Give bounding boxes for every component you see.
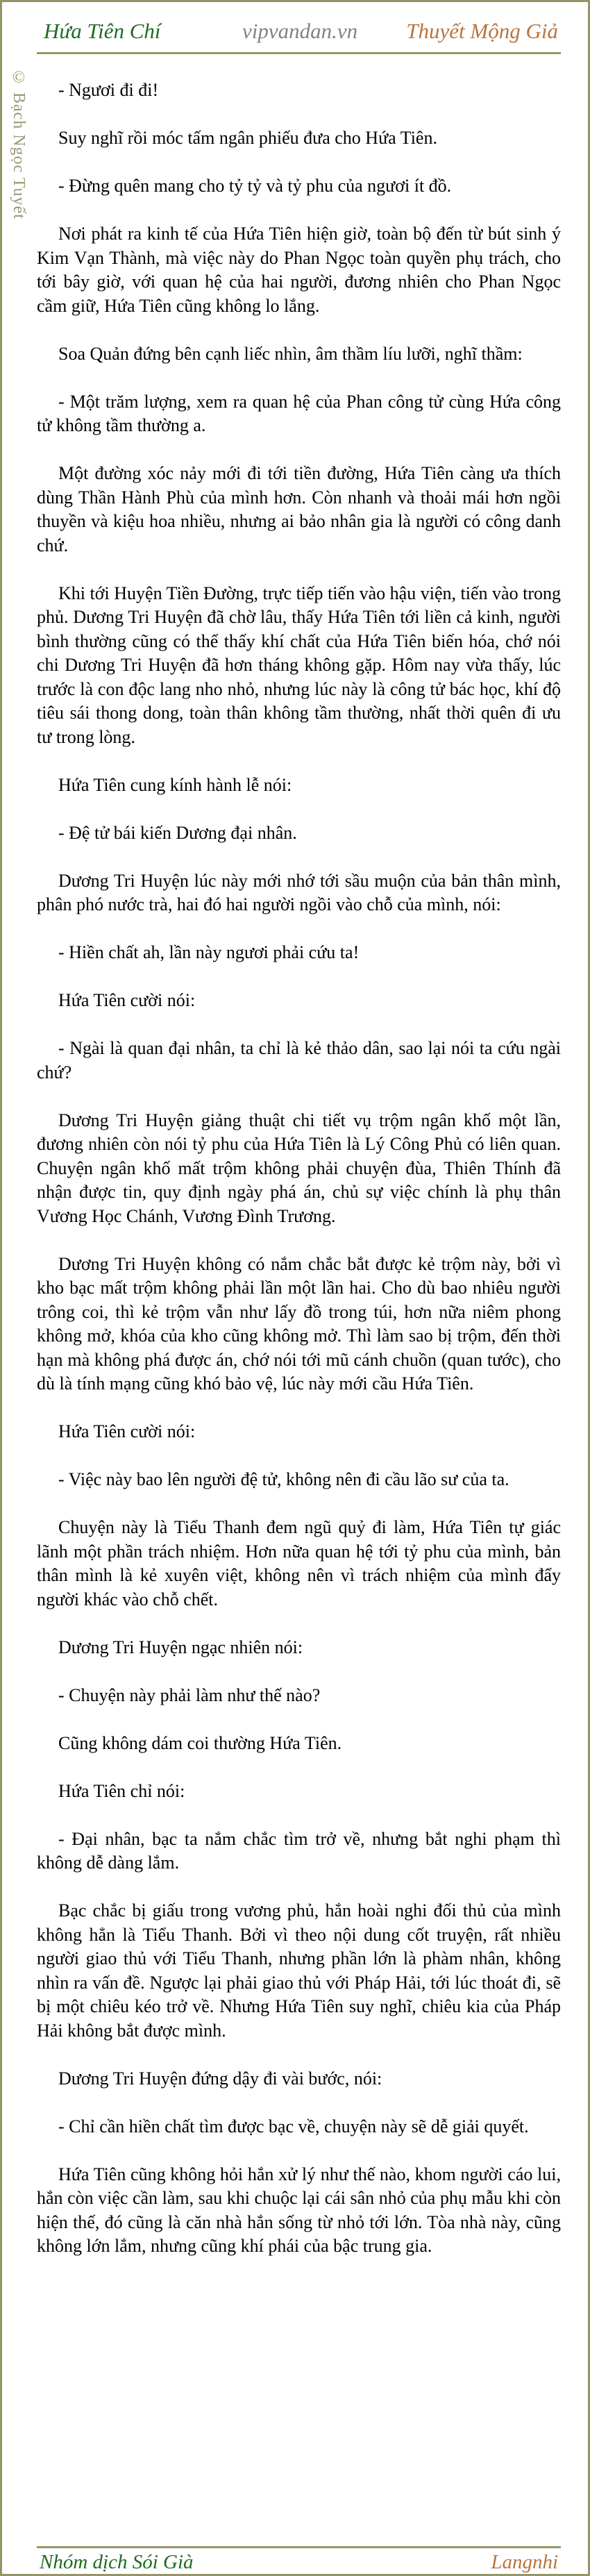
translation-group: Nhóm dịch Sói Già (40, 2551, 194, 2573)
copyright-watermark: © Bạch Ngọc Tuyết (10, 69, 28, 219)
paragraph: - Chỉ cần hiền chất tìm được bạc về, chuyện này sẽ dễ giải quyết. (58, 2116, 529, 2136)
paragraph: Suy nghĩ rồi móc tấm ngân phiếu đưa cho Hứa Tiên. (58, 128, 437, 148)
paragraph: - Ngươi đi đi! (58, 80, 159, 100)
paragraph: Hứa Tiên cười nói: (58, 1421, 196, 1441)
paragraph: - Đại nhân, bạc ta nắm chắc tìm trở về, nhưng bắt nghi phạm thì không dễ dàng lắm. (37, 1828, 561, 1873)
paragraph: Dương Tri Huyện không có nắm chắc bắt được kẻ trộm này, bởi vì kho bạc mất trộm không phải lần một lần hai. Cho dù bao nhiêu người trông coi, thì kẻ trộm vẫn như lấy đồ trong túi, hơn nữa niêm phong không mở, khóa của kho cũng không mở. Thì làm sao bị trộm, đến thời hạn mà không phá được án, chớ nói tới mũ cánh chuồn (quan tước), cho dù là tính mạng cũng khó bảo vệ, lúc này mới cầu Hứa Tiên. (37, 1253, 561, 1394)
paragraph: - Hiền chất ah, lần này ngươi phải cứu ta! (58, 942, 360, 962)
page-header (37, 9, 561, 54)
paragraph: Cũng không dám coi thường Hứa Tiên. (58, 1732, 342, 1753)
paragraph: Dương Tri Huyện ngạc nhiên nói: (58, 1637, 303, 1657)
paragraph: - Việc này bao lên người đệ tử, không nên đi cầu lão sư của ta. (58, 1469, 509, 1489)
paragraph: Dương Tri Huyện lúc này mới nhớ tới sầu muộn của bản thân mình, phân phó nước trà, hai đó hai người ngồi vào chỗ của mình, nói: (37, 870, 561, 914)
paragraph: Nơi phát ra kinh tế của Hứa Tiên hiện giờ, toàn bộ đến từ bút sinh ý Kim Vạn Thành, mà việc này do Phan Ngọc toàn quyền phụ trách, cho tới bây giờ, với quan hệ của hai người, đương nhiên cho Phan Ngọc cầm giữ, Hứa Tiên cũng không lo lắng. (37, 224, 561, 316)
paragraph: - Đừng quên mang cho tỷ tỷ và tỷ phu của ngươi ít đồ. (58, 176, 452, 196)
chapter-body (37, 78, 561, 2282)
paragraph: Hứa Tiên chỉ nói: (58, 1780, 185, 1801)
paragraph: - Một trăm lượng, xem ra quan hệ của Phan công tử cùng Hứa công tử không tầm thường a. (37, 391, 561, 435)
paragraph: Bạc chắc bị giấu trong vương phủ, hắn hoài nghi đối thủ của mình không hẳn là Tiểu Thanh. Bởi vì theo nội dung cốt truyện, rất nhiều người giao thủ với Tiểu Thanh, nhưng phần lớn là phàm nhân, không nhìn ra vấn đề. Ngược lại phải giao thủ với Pháp Hải, tới lúc thoát đi, sẽ bị một chiêu kéo trở về. Nhưng Hứa Tiên suy nghĩ, chiêu kia của Pháp Hải không bắt được mình. (37, 1900, 561, 2041)
site-name: vipvandan.vn (242, 19, 358, 43)
paragraph: Chuyện này là Tiểu Thanh đem ngũ quỷ đi làm, Hứa Tiên tự giác lãnh một phần trách nhiệm. Hơn nữa quan hệ tới tỷ phu của mình, bản thân mình là kẻ xuyên việt, không nên vì trách nhiệm của mình đẩy người khác vào chỗ chết. (37, 1517, 561, 1609)
paragraph: Hứa Tiên cười nói: (58, 990, 196, 1010)
paragraph: Hứa Tiên cũng không hỏi hắn xử lý như thế nào, khom người cáo lui, hắn còn việc cần làm, sau khi chuộc lại cái sân nhỏ của phụ mẫu khi còn hiện thế, đó cũng là căn nhà hắn sống từ nhỏ tới lớn. Tòa nhà này, cũng không lớn lắm, nhưng cũng khí phái của bậc trung gia. (37, 2164, 561, 2256)
page-footer (37, 2546, 561, 2576)
paragraph: Soa Quản đứng bên cạnh liếc nhìn, âm thầm líu lưỡi, nghĩ thầm: (58, 343, 523, 364)
paragraph: - Đệ tử bái kiến Dương đại nhân. (58, 822, 297, 843)
paragraph: - Ngài là quan đại nhân, ta chỉ là kẻ thảo dân, sao lại nói ta cứu ngài chứ? (37, 1038, 561, 1082)
translator-name: Langnhi (491, 2551, 558, 2573)
paragraph: Hứa Tiên cung kính hành lễ nói: (58, 774, 292, 795)
author-name: Thuyết Mộng Giả (406, 19, 558, 43)
paragraph: Khi tới Huyện Tiền Đường, trực tiếp tiến vào hậu viện, tiến vào trong phủ. Dương Tri Huyện đã chờ lâu, thấy Hứa Tiên tới liền cả kinh, người bình thường cũng có thể thấy khí chất của Hứa Tiên biến hóa, chớ nói chi Dương Tri Huyện đã hơn tháng không gặp. Hôm nay vừa thấy, lúc trước là con độc lang nho nhỏ, nhưng lúc này là công tử bác học, khí độ tiêu sái thong dong, toàn thân không tầm thường, nhất thời quên đi ưu tư trong lòng. (37, 583, 561, 747)
paragraph: Dương Tri Huyện đứng dậy đi vài bước, nói: (58, 2068, 382, 2089)
paragraph: - Chuyện này phải làm như thế nào? (58, 1684, 321, 1705)
paragraph: Một đường xóc nảy mới đi tới tiền đường, Hứa Tiên càng ưa thích dùng Thần Hành Phù của mình hơn. Còn nhanh và thoải mái hơn ngồi thuyền và kiệu hoa nhiều, nhưng ai bảo nhân gia là người có công danh chứ. (37, 463, 561, 555)
paragraph: Dương Tri Huyện giảng thuật chi tiết vụ trộm ngân khố một lần, đương nhiên còn nói tỷ phu của Hứa Tiên là Lý Công Phủ có liên quan. Chuyện ngân khố mất trộm không phải chuyện đùa, Thiên Thính đã nhận được tin, quy định ngày phá án, chủ sự việc chính là phụ thân Vương Học Chánh, Vương Đình Trương. (37, 1110, 561, 1226)
book-title: Hứa Tiên Chí (44, 19, 161, 43)
